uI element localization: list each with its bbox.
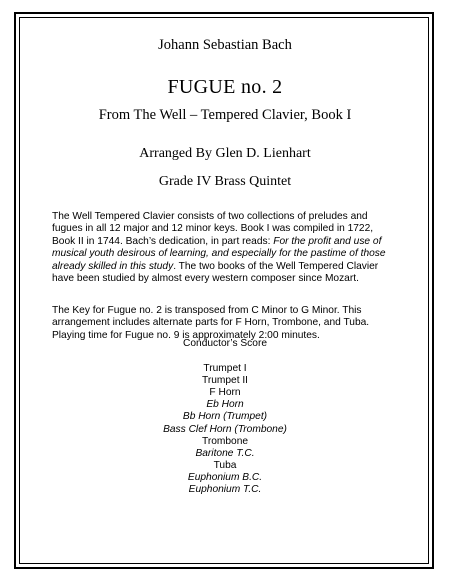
instrument-part: Eb Horn bbox=[206, 399, 244, 411]
score-heading: Conductor’s Score bbox=[183, 338, 267, 349]
composer-name: Johann Sebastian Bach bbox=[158, 37, 292, 53]
instrument-part: Euphonium T.C. bbox=[188, 484, 262, 496]
instrument-part: F Horn bbox=[209, 387, 241, 399]
intro-paragraph bbox=[52, 211, 398, 285]
instrument-part: Trombone bbox=[201, 435, 249, 447]
instrument-parts-list bbox=[0, 363, 450, 496]
source-work: From The Well – Tempered Clavier, Book I bbox=[98, 107, 352, 123]
arranger-credit: Arranged By Glen D. Lienhart bbox=[139, 146, 311, 161]
notes-paragraph: The Key for Fugue no. 2 is transposed from C Minor to G Minor. This arrangement includes alternate parts for F Horn, Trombone, and Tuba. Playing time for Fugue no. 9 is approximately 2:00 minutes. bbox=[52, 305, 370, 341]
instrument-part: Bb Horn (Trumpet) bbox=[182, 411, 268, 423]
instrument-part: Trumpet II bbox=[201, 375, 249, 387]
instrument-part: Bass Clef Horn (Trombone) bbox=[163, 423, 287, 435]
piece-title: FUGUE no. 2 bbox=[167, 76, 283, 98]
instrument-part: Euphonium B.C. bbox=[187, 471, 263, 483]
intro-text-2: . The two books of the Well Tempered Clavier have been studied by almost every western composer since Mozart. bbox=[52, 260, 379, 285]
conductors-score-list bbox=[0, 338, 450, 496]
instrument-part: Trumpet I bbox=[203, 363, 247, 375]
grade-level: Grade IV Brass Quintet bbox=[158, 174, 292, 189]
intro-text-1: The Well Tempered Clavier consists of two collections of preludes and fugues in all 12 major and 12 minor keys. Book I was compiled in 1722, Book II in 1744. Bach’s dedication, in part reads: bbox=[52, 211, 374, 247]
instrument-part: Tuba bbox=[213, 459, 237, 471]
instrument-part: Baritone T.C. bbox=[195, 447, 255, 459]
dedication-quote: For the profit and use of musical youth desirous of learning, and especially for the pastime of those already skilled in this study bbox=[52, 235, 386, 272]
